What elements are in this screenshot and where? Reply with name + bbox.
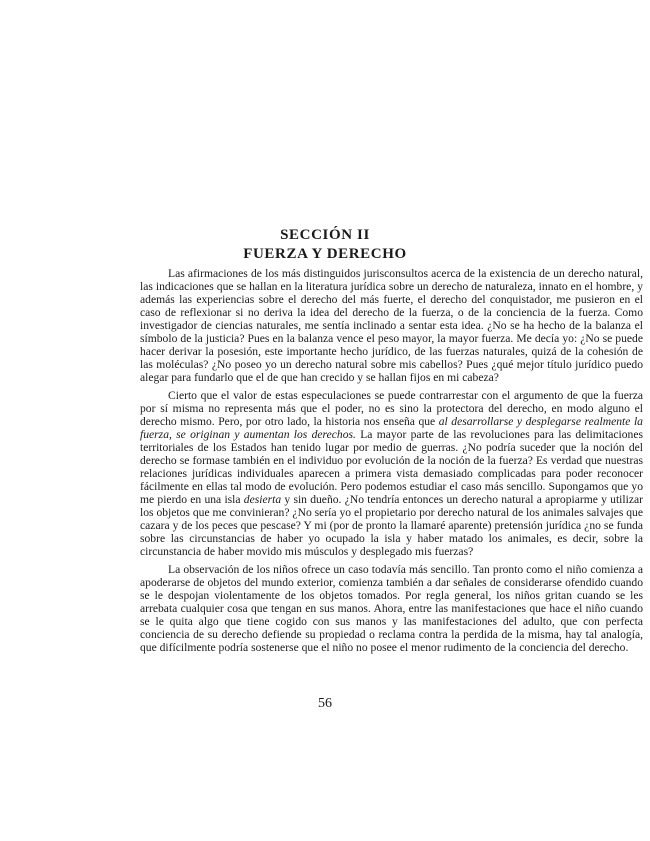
paragraph-1: Las afirmaciones de los más distinguidos jurisconsultos acerca de la existencia de un derecho natural, las indicaciones que se hallan en la literatura jurídica sobre un derecho de naturaleza, innato en el hombre, y además las experiencias sobre el derecho del más fuerte, el derecho del conquistador, me pusieron en el caso de reflexionar si no deriva la idea del derecho de la fuerza, o de la conciencia de la fuerza. Como investigador de ciencias naturales, me sentía inclinado a sentar esta idea. ¿No se ha hecho de la balanza el símbolo de la justicia? Pues en la balanza vence el peso mayor, la mayor fuerza. Me decía yo: ¿No se puede hacer derivar la posesión, este importante hecho jurídico, de las fuerzas naturales, quizá de la cohesión de las moléculas? ¿No poseo yo un derecho natural sobre mis cabellos? Pues ¿qué mejor título jurídico puedo alegar para fundarlo que el de que han crecido y se hallan fijos en mi cabeza?	[140, 267, 643, 384]
page-number: 56	[318, 696, 332, 711]
paragraph-2	[140, 389, 643, 558]
paragraph-2-text-a: Cierto que el valor de estas especulaciones se puede contrarrestar con el argumento de que la fuerza por sí misma no representa más que el poder, no es sino la protectora del derecho, en modo alguno el derecho mismo. Pero, por otro lado, la historia nos enseña que	[140, 389, 643, 428]
paragraph-2-italic-a: al desarrollarse y desplegarse realmente la fuerza, se originan y aumentan los derechos.	[140, 415, 643, 441]
paragraph-3: La observación de los niños ofrece un caso todavía más sencillo. Tan pronto como el niño comienza a apoderarse de objetos del mundo exterior, comienza también a dar señales de considerarse ofendido cuando se le despojan violentamente de los objetos tomados. Por regla general, los niños gritan cuando se les arrebata cualquier cosa que tengan en sus manos. Ahora, entre las manifestaciones que hace el niño cuando se le quita algo que tiene cogido con sus manos y las manifestaciones del adulto, que con perfecta conciencia de su derecho defiende su propiedad o reclama contra la perdida de la misma, hay tal analogía, que difícilmente podría sostenerse que el niño no posee el menor rudimento de la conciencia del derecho.	[140, 563, 643, 654]
chapter-title: FUERZA Y DERECHO	[243, 246, 407, 262]
paragraph-2-text-c: y sin dueño. ¿No tendría entonces un derecho natural a apropiarme y utilizar los objetos que me convinieran? ¿No sería yo el propietario por derecho natural de los animales salvajes que cazara y de los peces que pescase? Y mi (por de pronto la llamaré aparente) pretensión jurídica ¿no se funda sobre las circunstancias de haber yo ocupado la isla y haber matado los animales, es decir, sobre la circunstancia de haber movido mis músculos y desplegado mis fuerzas?	[140, 493, 643, 558]
section-label: SECCIÓN II	[280, 227, 370, 243]
paragraph-2-text-b: La mayor parte de las revoluciones para las delimitaciones territoriales de los Estados han tenido lugar por medio de guerras. ¿No podría suceder que la noción del derecho se formase también en el individuo por evolución de la noción de la fuerza? Es verdad que nuestras relaciones jurídicas individuales aparecen a primera vista demasiado complicadas para poder reconocer fácilmente en ellas tal modo de evolución. Pero podemos estudiar el caso más sencillo. Supongamos que yo me pierdo en una isla	[140, 428, 643, 506]
paragraph-2-italic-b: desierta	[243, 493, 282, 506]
body-text	[140, 267, 643, 659]
